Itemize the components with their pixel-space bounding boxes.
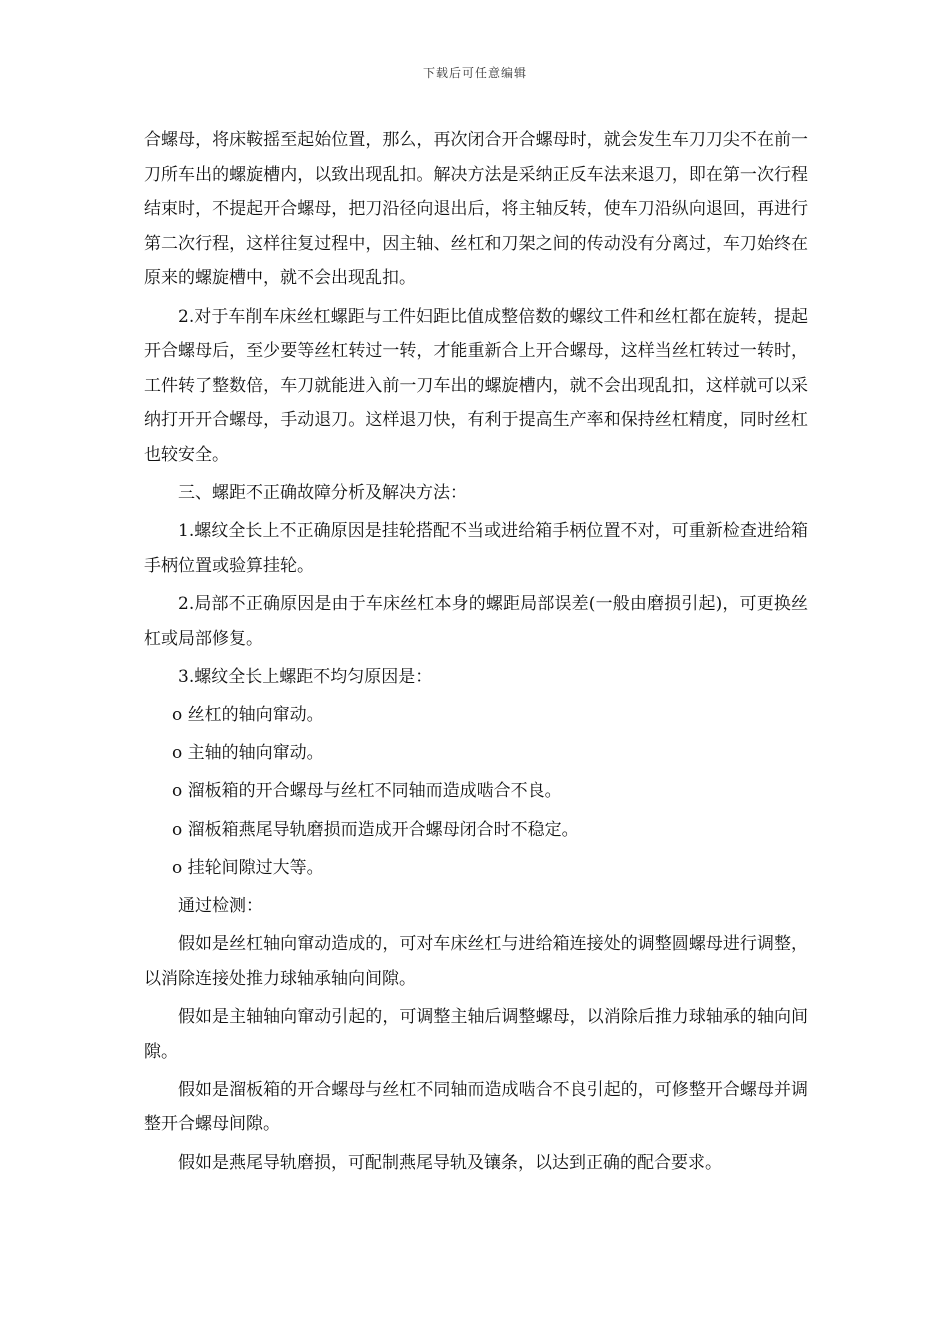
paragraph-case-lead-screw: 假如是丝杠轴向窜动造成的，可对车床丝杠与进给箱连接处的调整圆螺母进行调整，以消除连接处推力球轴承轴向间隙。 <box>144 934 808 989</box>
bullet-item: o 挂轮间隙过大等。 <box>172 857 324 878</box>
page-header: 下载后可任意编辑 <box>422 66 527 80</box>
paragraph-detection-intro: 通过检测： <box>178 896 263 916</box>
bullet-item: o 丝杠的轴向窜动。 <box>172 705 324 726</box>
document-body <box>144 123 808 1184</box>
bullet-item: o 溜板箱燕尾导轨磨损而造成开合螺母闭合时不稳定。 <box>172 819 579 840</box>
paragraph-case-apron: 假如是溜板箱的开合螺母与丝杠不同轴而造成啮合不良引起的，可修整开合螺母并调整开合螺母间隙。 <box>144 1079 808 1135</box>
bullet-item: o 主轴的轴向窜动。 <box>172 743 324 764</box>
bullet-item: o 溜板箱的开合螺母与丝杠不同轴而造成啮合不良。 <box>172 781 562 802</box>
paragraph-case-dovetail: 假如是燕尾导轨磨损，可配制燕尾导轨及镶条，以达到正确的配合要求。 <box>178 1152 722 1173</box>
paragraph-item-3-uneven: 3.螺纹全长上螺距不均匀原因是： <box>178 666 433 687</box>
section-heading-pitch-fault: 三、螺距不正确故障分析及解决方法： <box>178 483 467 504</box>
paragraph-item-2-partial: 2.局部不正确原因是由于车床丝杠本身的螺距局部误差(一般由磨损引起)，可更换丝杠或局部修复。 <box>144 594 808 649</box>
paragraph-item-2-lathe: 2.对于车削车床丝杠螺距与工件妇距比值成整倍数的螺纹工件和丝杠都在旋转，提起开合螺母后，至少要等丝杠转过一转，才能重新合上开合螺母，这样当丝杠转过一转时，工件转了整数倍，车刀就能进入前一刀车出的螺旋槽内，就不会出现乱扣，这样就可以采纳打开开合螺母，手动退刀。这样退刀快，有利于提高生产率和保持丝杠精度，同时丝杠也较安全。 <box>144 306 808 465</box>
paragraph-continuation: 合螺母，将床鞍摇至起始位置，那么，再次闭合开合螺母时，就会发生车刀刀尖不在前一刀所车出的螺旋槽内，以致出现乱扣。解决方法是采纳正反车法来退刀，即在第一次行程结束时，不提起开合螺母，把刀沿径向退出后，将主轴反转，使车刀沿纵向退回，再进行第二次行程，这样往复过程中，因主轴、丝杠和刀架之间的传动没有分离过，车刀始终在原来的螺旋槽中，就不会出现乱扣。 <box>144 130 808 289</box>
paragraph-case-spindle: 假如是主轴轴向窜动引起的，可调整主轴后调整螺母，以消除后推力球轴承的轴向间隙。 <box>144 1006 808 1062</box>
paragraph-item-1-full-length: 1.螺纹全长上不正确原因是挂轮搭配不当或进给箱手柄位置不对，可重新检查进给箱手柄位置或验算挂轮。 <box>144 521 808 576</box>
